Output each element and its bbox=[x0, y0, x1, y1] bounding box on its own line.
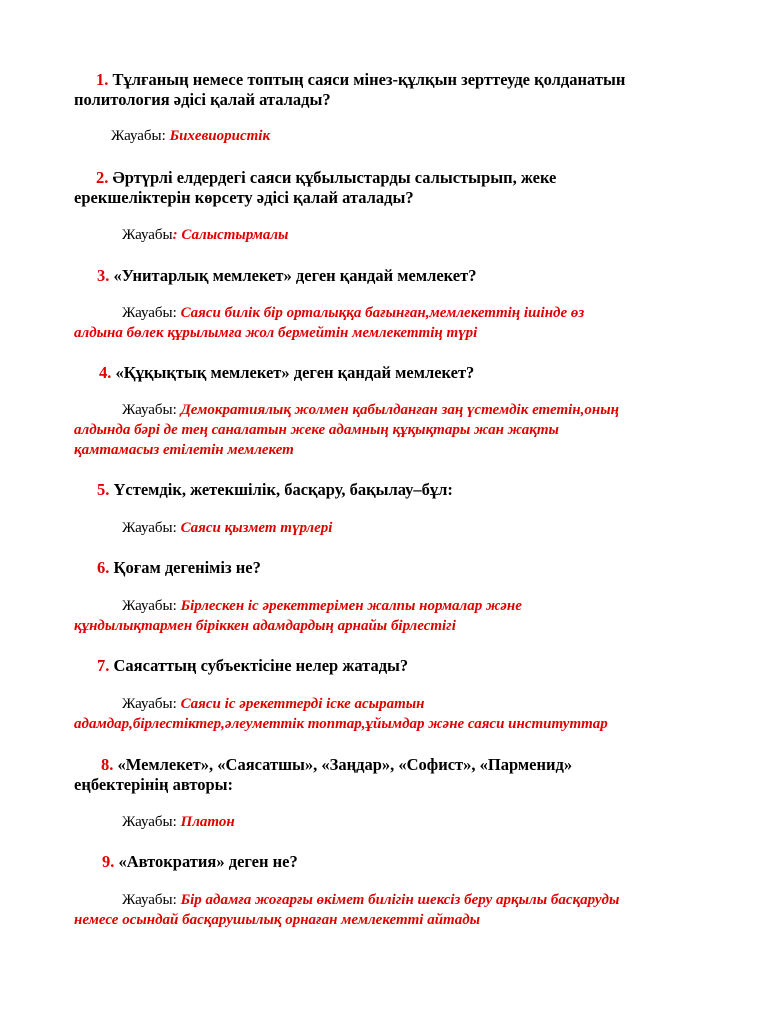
answer-text: : Салыстырмалы bbox=[172, 227, 289, 243]
question-4 bbox=[99, 363, 474, 383]
question-text: «Автократия» деген не? bbox=[118, 852, 298, 871]
answer-text: Саяси іс әрекеттерді іске асыратын bbox=[180, 696, 425, 712]
question-number: 3. bbox=[97, 266, 110, 285]
question-1 bbox=[96, 70, 625, 90]
answer-label: Жауабы: bbox=[122, 520, 177, 536]
answer-label: Жауабы: bbox=[122, 598, 177, 614]
question-text: Әртүрлі елдердегі саяси құбылыстарды салыстырып, жеке bbox=[112, 168, 557, 187]
question-text: «Унитарлық мемлекет» деген қандай мемлекет? bbox=[113, 266, 477, 285]
answer-text: Бір адамға жоғарғы өкімет билігін шексіз беру арқылы басқаруды bbox=[180, 892, 620, 908]
question-text: Тұлғаның немесе топтың саяси мінез-құлқын зерттеуде қолданатын bbox=[112, 70, 626, 89]
answer-label: Жауабы: bbox=[111, 128, 166, 144]
question-1-cont: политология әдісі қалай аталады? bbox=[74, 90, 331, 109]
question-8 bbox=[101, 755, 572, 775]
answer-label: Жауабы: bbox=[122, 814, 177, 830]
answer-label: Жауабы bbox=[122, 227, 173, 243]
answer-text: Саяси қызмет түрлері bbox=[180, 520, 333, 536]
question-3 bbox=[97, 266, 476, 286]
question-2-cont: ерекшеліктерін көрсету әдісі қалай аталады? bbox=[74, 188, 414, 207]
answer-label: Жауабы: bbox=[122, 305, 177, 321]
question-9 bbox=[102, 852, 298, 872]
answer-4 bbox=[122, 402, 619, 419]
question-text: «Құқықтық мемлекет» деген қандай мемлекет? bbox=[115, 363, 475, 382]
answer-7 bbox=[122, 696, 424, 713]
question-6 bbox=[97, 558, 261, 578]
answer-7-cont: адамдар,бірлестіктер,әлеуметтік топтар,ұйымдар және саяси институттар bbox=[74, 716, 608, 732]
question-number: 8. bbox=[101, 755, 114, 774]
answer-label: Жауабы: bbox=[122, 696, 177, 712]
answer-text: Бихевиористік bbox=[169, 128, 271, 144]
question-8-cont: еңбектерінің авторы: bbox=[74, 775, 234, 794]
answer-6-cont: құндылықтармен біріккен адамдардың арнайы бірлестігі bbox=[74, 618, 456, 634]
answer-8 bbox=[122, 814, 235, 831]
answer-label: Жауабы: bbox=[122, 892, 177, 908]
answer-5 bbox=[122, 520, 332, 537]
answer-4-cont: қамтамасыз етілетін мемлекет bbox=[74, 442, 294, 458]
question-7 bbox=[97, 656, 408, 676]
question-number: 1. bbox=[96, 70, 109, 89]
question-number: 5. bbox=[97, 480, 110, 499]
question-text: Қоғам дегеніміз не? bbox=[113, 558, 261, 577]
answer-text: Платон bbox=[180, 814, 235, 830]
answer-3 bbox=[122, 305, 584, 322]
question-number: 6. bbox=[97, 558, 110, 577]
answer-3-cont: алдына бөлек құрылымға жол бермейтін мемлекеттің түрі bbox=[74, 325, 478, 341]
question-text: «Мемлекет», «Саясатшы», «Заңдар», «Софист», «Парменид» bbox=[117, 755, 573, 774]
answer-text: Саяси билік бір орталыққа бағынған,мемлекеттің ішінде өз bbox=[180, 305, 585, 321]
answer-1 bbox=[111, 128, 270, 145]
question-number: 7. bbox=[97, 656, 110, 675]
answer-4-cont: алдында бәрі де тең саналатын жеке адамның құқықтары жан жақты bbox=[74, 422, 559, 438]
question-text: Үстемдік, жетекшілік, басқару, бақылау–бұл: bbox=[113, 480, 453, 499]
question-number: 2. bbox=[96, 168, 109, 187]
answer-2 bbox=[122, 227, 288, 244]
answer-label: Жауабы: bbox=[122, 402, 177, 418]
question-number: 4. bbox=[99, 363, 112, 382]
question-5 bbox=[97, 480, 453, 500]
answer-text: Бірлескен іс әрекеттерімен жалпы нормалар және bbox=[180, 598, 522, 614]
answer-text: Демократиялық жолмен қабылданған заң үстемдік ететін,оның bbox=[180, 402, 619, 418]
answer-6 bbox=[122, 598, 522, 615]
question-2 bbox=[96, 168, 556, 188]
question-text: Саясаттың субъектісіне нелер жатады? bbox=[113, 656, 409, 675]
question-number: 9. bbox=[102, 852, 115, 871]
answer-9 bbox=[122, 892, 619, 909]
answer-9-cont: немесе осындай басқарушылық орнаған мемлекетті айтады bbox=[74, 912, 481, 928]
